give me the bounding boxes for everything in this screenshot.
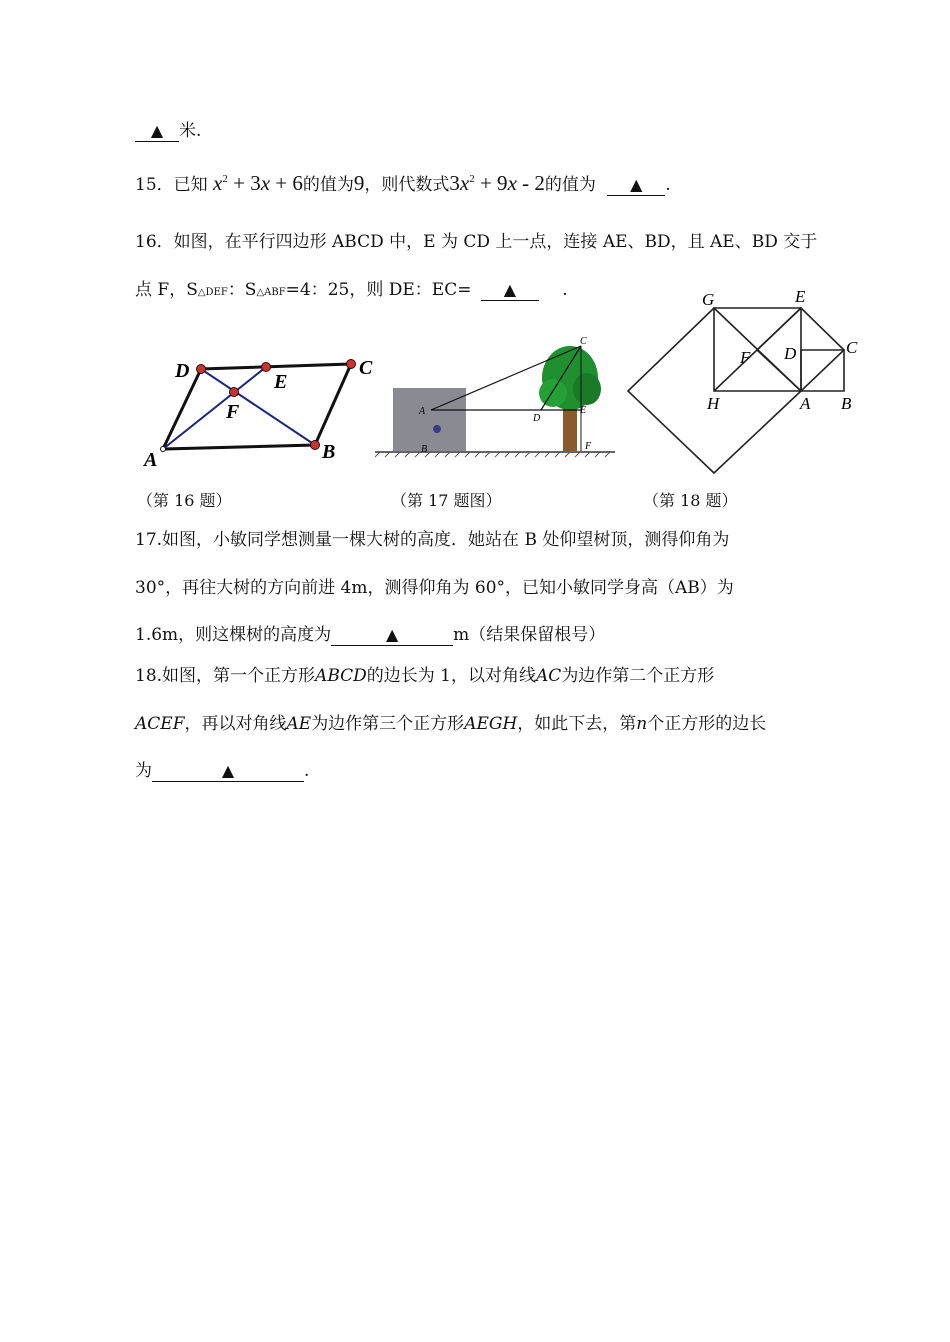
point-e (262, 363, 271, 372)
caption-16: （第 16 题） (137, 491, 232, 510)
point-a (161, 447, 166, 452)
question-18-line2: ACEF，再以对角线AE为边作第三个正方形AEGH，如此下去，第n个正方形的边长 (135, 714, 767, 734)
label-d: D (784, 344, 797, 363)
label-c: C (580, 336, 587, 347)
label-e: E (580, 405, 587, 416)
figure-16-parallelogram (140, 352, 380, 472)
label-a: A (419, 406, 426, 417)
answer-marker-icon: ▲ (221, 761, 235, 780)
q14-tail: ▲ 米. (135, 119, 201, 143)
figure-17-tree (375, 333, 615, 463)
building-block (393, 388, 466, 451)
figure-18-squares (622, 285, 872, 480)
answer-marker-icon: ▲ (503, 280, 517, 299)
point-b (311, 441, 320, 450)
question-16-line1: 16．如图，在平行四边形 ABCD 中，E 为 CD 上一点，连接 AE、BD，且 AE、BD 交于 (135, 232, 818, 252)
question-17-line1: 17.如图，小敏同学想测量一棵大树的高度．她站在 B 处仰望树顶，测得仰角为 (135, 530, 730, 550)
caption-18: （第 18 题） (643, 491, 738, 510)
person-figure (433, 425, 441, 433)
label-a: A (144, 449, 158, 471)
label-b: B (841, 394, 852, 413)
label-d: D (533, 413, 541, 424)
label-a: A (800, 394, 811, 413)
question-17-line3: 1.6m，则这棵树的高度为 ▲ m（结果保留根号） (135, 625, 606, 645)
answer-marker-icon: ▲ (386, 625, 399, 644)
label-f: F (226, 401, 240, 423)
expression-x2-3x-6: $x^2 + 3x + 6$ (213, 171, 303, 195)
question-17-line2: 30°，再往大树的方向前进 4m，测得仰角为 60°，已知小敏同学身高（AB）为 (135, 578, 734, 598)
answer-blank (481, 280, 539, 301)
answer-marker-icon: ▲ (630, 175, 643, 194)
answer-blank (331, 625, 453, 646)
label-f: F (740, 348, 751, 367)
segment-bd (201, 369, 315, 445)
label-b: B (421, 444, 428, 455)
label-b: B (322, 441, 336, 463)
question-16-line2: 点 F，S△DEF：S△ABF=4：25，则 DE：EC= ▲ . (135, 280, 568, 300)
caption-17: （第 17 题图） (391, 491, 502, 510)
label-e: E (274, 371, 288, 393)
question-18-line3: 为 ▲ . (135, 761, 310, 781)
point-f (230, 388, 239, 397)
question-18-line1: 18.如图，第一个正方形ABCD的边长为 1，以对角线AC为边作第二个正方形 (135, 666, 715, 686)
label-c: C (846, 338, 858, 357)
answer-marker-icon: ▲ (150, 121, 164, 140)
point-c (347, 360, 356, 369)
label-f: F (585, 441, 592, 452)
expression-3x2-9x-2: $3x^2 + 9x - 2$ (449, 171, 545, 195)
label-c: C (359, 357, 373, 379)
answer-blank (135, 121, 179, 142)
point-d (197, 365, 206, 374)
label-h: H (707, 394, 720, 413)
question-15: 15．已知 $x^2 + 3x + 6$的值为9，则代数式$3x^2 + 9x - 2$的值为 ▲ . (135, 171, 671, 195)
label-e: E (795, 287, 806, 306)
label-d: D (175, 360, 190, 382)
answer-blank (607, 175, 665, 196)
label-g: G (702, 290, 715, 309)
answer-blank (152, 761, 304, 782)
